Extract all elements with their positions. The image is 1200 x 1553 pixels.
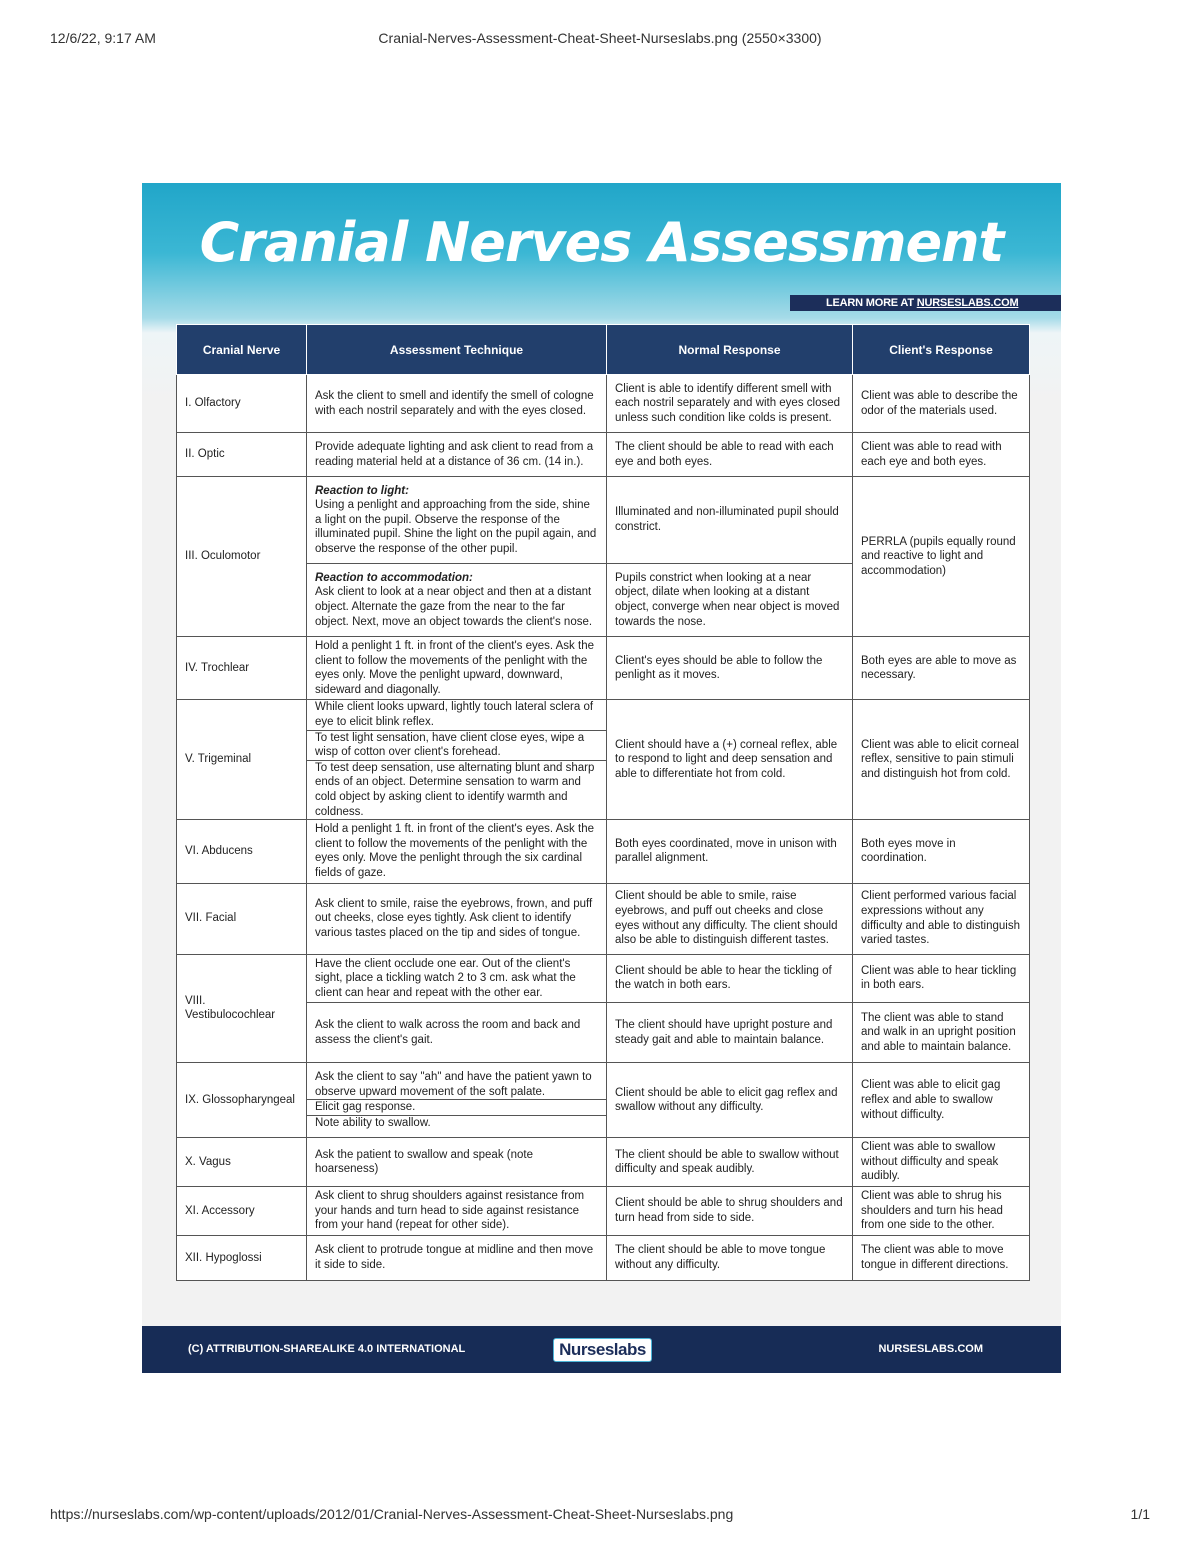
client-cell: Client was able to swallow without difficulty and speak audibly. <box>853 1138 1030 1187</box>
nurseslabs-logo: Nurseslabs <box>553 1338 652 1362</box>
reaction-to-light-label: Reaction to light: <box>315 484 409 497</box>
table-row <box>177 700 1030 820</box>
nerve-cell: IV. Trochlear <box>177 637 307 700</box>
column-header-nerve: Cranial Nerve <box>177 325 307 375</box>
print-datetime: 12/6/22, 9:17 AM <box>50 30 156 46</box>
sheet-title: Cranial Nerves Assessment <box>199 211 1004 274</box>
normal-cell: Client should be able to smile, raise eyebrows, and puff out cheeks and close eyes without any difficulty. The client should also be able to distinguish different tastes. <box>607 883 853 954</box>
client-cell: Client was able to elicit gag reflex and able to swallow without difficulty. <box>853 1063 1030 1138</box>
technique-step: Ask the client to say "ah" and have the patient yawn to observe upward movement of the soft palate. <box>307 1070 606 1100</box>
column-header-normal: Normal Response <box>607 325 853 375</box>
print-page-title: Cranial-Nerves-Assessment-Cheat-Sheet-Nurseslabs.png (2550×3300) <box>378 30 822 46</box>
table-row <box>177 954 1030 1003</box>
normal-cell: Client's eyes should be able to follow the penlight as it moves. <box>607 637 853 700</box>
technique-cell: Provide adequate lighting and ask client to read from a reading material held at a distance of 36 cm. (14 in.). <box>307 433 607 477</box>
technique-step: To test light sensation, have client close eyes, wipe a wisp of cotton over client's forehead. <box>307 731 606 761</box>
nerve-cell: I. Olfactory <box>177 375 307 433</box>
technique-step: Elicit gag response. <box>307 1100 606 1116</box>
technique-cell <box>307 1063 607 1138</box>
technique-step: While client looks upward, lightly touch lateral sclera of eye to elicit blink reflex. <box>307 700 606 730</box>
client-cell: PERRLA (pupils equally round and reactive to light and accommodation) <box>853 477 1030 637</box>
table-header-row <box>177 325 1030 375</box>
normal-cell: Both eyes coordinated, move in unison with parallel alignment. <box>607 820 853 883</box>
client-cell: Client was able to describe the odor of the materials used. <box>853 375 1030 433</box>
client-cell: Client was able to read with each eye and both eyes. <box>853 433 1030 477</box>
table-row <box>177 433 1030 477</box>
nerve-cell: III. Oculomotor <box>177 477 307 637</box>
learn-more-link[interactable]: NURSESLABS.COM <box>916 297 1019 309</box>
footer-site-link[interactable]: NURSESLABS.COM <box>878 1343 983 1355</box>
reaction-to-light-text: Using a penlight and approaching from the side, shine a light on the pupil. Observe the response of the illuminated pupil. Shine the light on the pupil again, and observe the response of the other pupil. <box>315 499 597 555</box>
technique-cell: Hold a penlight 1 ft. in front of the client's eyes. Ask the client to follow the movements of the penlight with the eyes only. Move the penlight through the six cardinal fields of gaze. <box>307 820 607 883</box>
technique-cell: Ask the patient to swallow and speak (note hoarseness) <box>307 1138 607 1187</box>
client-cell: Both eyes move in coordination. <box>853 820 1030 883</box>
column-header-technique: Assessment Technique <box>307 325 607 375</box>
license-text: (C) ATTRIBUTION-SHAREALIKE 4.0 INTERNATIONAL <box>188 1343 466 1355</box>
table-row <box>177 820 1030 883</box>
print-url[interactable]: https://nurseslabs.com/wp-content/uploads/2012/01/Cranial-Nerves-Assessment-Cheat-Sheet-Nurseslabs.png <box>50 1506 734 1522</box>
technique-cell <box>307 477 607 564</box>
table-row <box>177 1187 1030 1236</box>
nerve-cell: XII. Hypoglossi <box>177 1235 307 1280</box>
technique-cell: Ask the client to walk across the room and back and assess the client's gait. <box>307 1003 607 1063</box>
technique-cell: Hold a penlight 1 ft. in front of the client's eyes. Ask the client to follow the movements of the penlight with the eyes only. Move the penlight upward, downward, sideward and diagonally. <box>307 637 607 700</box>
client-cell: Client performed various facial expressions without any difficulty and able to distinguish varied tastes. <box>853 883 1030 954</box>
normal-cell: The client should be able to swallow without difficulty and speak audibly. <box>607 1138 853 1187</box>
normal-cell: Client should be able to shrug shoulders and turn head from side to side. <box>607 1187 853 1236</box>
technique-step: Note ability to swallow. <box>315 1116 431 1129</box>
nerve-cell: VI. Abducens <box>177 820 307 883</box>
normal-cell: Client is able to identify different smell with each nostril separately and with eyes closed unless such condition like colds is present. <box>607 375 853 433</box>
normal-cell: Illuminated and non-illuminated pupil should constrict. <box>607 477 853 564</box>
nerve-cell: VIII. Vestibulocochlear <box>177 954 307 1063</box>
nerve-cell: VII. Facial <box>177 883 307 954</box>
client-cell: Client was able to elicit corneal reflex, sensitive to pain stimuli and distinguish hot from cold. <box>853 700 1030 820</box>
reaction-to-accommodation-label: Reaction to accommodation: <box>315 571 473 584</box>
table-row <box>177 1063 1030 1138</box>
client-cell: Client was able to hear tickling in both ears. <box>853 954 1030 1003</box>
print-page-number: 1/1 <box>1130 1506 1150 1522</box>
normal-cell: The client should be able to read with each eye and both eyes. <box>607 433 853 477</box>
client-cell: The client was able to stand and walk in an upright position and able to maintain balance. <box>853 1003 1030 1063</box>
table-row <box>177 477 1030 564</box>
technique-cell: Ask client to shrug shoulders against resistance from your hands and turn head to side against resistance from your hand (repeat for other side). <box>307 1187 607 1236</box>
technique-step: To test deep sensation, use alternating blunt and sharp ends of an object. Determine sensation to warm and cold object by asking client to identify warmth and coldness. <box>315 761 595 818</box>
nerve-cell: II. Optic <box>177 433 307 477</box>
client-cell: The client was able to move tongue in different directions. <box>853 1235 1030 1280</box>
normal-cell: Client should be able to hear the tickling of the watch in both ears. <box>607 954 853 1003</box>
sheet-footer <box>142 1326 1061 1373</box>
technique-cell: Ask client to smile, raise the eyebrows, frown, and puff out cheeks, close eyes tightly. Ask client to identify various tastes placed on the tip and sides of tongue. <box>307 883 607 954</box>
technique-cell: Have the client occlude one ear. Out of the client's sight, place a tickling watch 2 to 3 cm. ask what the client can hear and repeat with the other ear. <box>307 954 607 1003</box>
nerve-cell: V. Trigeminal <box>177 700 307 820</box>
reaction-to-accommodation-text: Ask client to look at a near object and then at a distant object. Alternate the gaze from the near to the far object. Next, move an object towards the client's nose. <box>315 586 593 628</box>
table-row <box>177 883 1030 954</box>
cranial-nerves-table <box>176 324 1030 1281</box>
nerve-cell: X. Vagus <box>177 1138 307 1187</box>
learn-more-banner <box>790 295 1061 311</box>
cheat-sheet <box>142 183 1061 1373</box>
client-cell: Both eyes are able to move as necessary. <box>853 637 1030 700</box>
table-row <box>177 637 1030 700</box>
normal-cell: Client should be able to elicit gag reflex and swallow without any difficulty. <box>607 1063 853 1138</box>
technique-cell: Ask client to protrude tongue at midline and then move it side to side. <box>307 1235 607 1280</box>
normal-cell: The client should be able to move tongue without any difficulty. <box>607 1235 853 1280</box>
technique-cell <box>307 700 607 820</box>
learn-more-prefix: LEARN MORE AT <box>826 297 917 309</box>
normal-cell: The client should have upright posture and steady gait and able to maintain balance. <box>607 1003 853 1063</box>
nerve-cell: XI. Accessory <box>177 1187 307 1236</box>
table-row <box>177 1235 1030 1280</box>
table-row <box>177 375 1030 433</box>
normal-cell: Pupils constrict when looking at a near object, dilate when looking at a distant object, converge when near object is moved towards the nose. <box>607 564 853 637</box>
normal-cell: Client should have a (+) corneal reflex, able to respond to light and deep sensation and able to differentiate hot from cold. <box>607 700 853 820</box>
technique-cell <box>307 564 607 637</box>
nerve-cell: IX. Glossopharyngeal <box>177 1063 307 1138</box>
column-header-client: Client's Response <box>853 325 1030 375</box>
table-row <box>177 1138 1030 1187</box>
client-cell: Client was able to shrug his shoulders and turn his head from one side to the other. <box>853 1187 1030 1236</box>
technique-cell: Ask the client to smell and identify the smell of cologne with each nostril separately and with the eyes closed. <box>307 375 607 433</box>
